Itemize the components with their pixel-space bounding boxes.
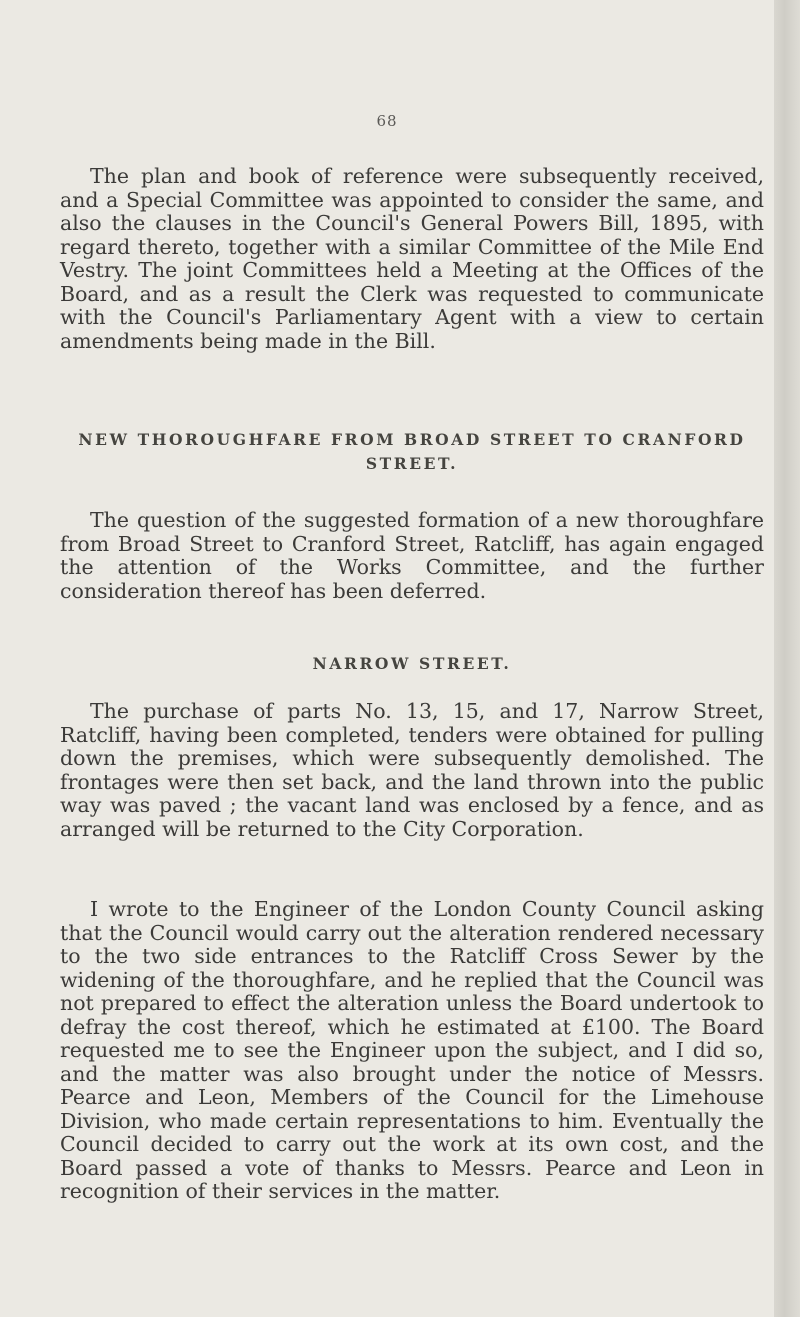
engineer-paragraph: I wrote to the Engineer of the London County Council asking that the Council would carry out the alteration rendered necessary to the two side entrances to the Ratcliff Cross Sewer by the widening of the thoroughfare, and he replied that the Council was not prepared to effect the alteration unless the Board undertook to defray the cost thereof, which he estimated at £100. The Board requested me to see the Engineer upon the subject, and I did so, and the matter was also brought under the notice of Messrs. Pearce and Leon, Members of the Council for the Limehouse Division, who made certain representations to him. Eventually the Council decided to carry out the work at its own cost, and the Board passed a vote of thanks to Messrs. Pearce and Leon in recognition of their services in the matter. <box>60 897 764 1203</box>
narrow-street-heading: NARROW STREET. <box>312 654 512 673</box>
page-number: 68 <box>376 112 398 130</box>
thoroughfare-paragraph: The question of the suggested formation of a new thoroughfare from Broad Street to Cranford Street, Ratcliff, has again engaged the attention of the Works Committee, and the further consideration thereof has been deferred. <box>60 508 764 603</box>
page-edge-shadow <box>774 0 800 1317</box>
intro-paragraph: The plan and book of reference were subsequently received, and a Special Committee was appointed to consider the same, and also the clauses in the Council's General Powers Bill, 1895, with regard thereto, together with a similar Committee of the Mile End Vestry. The joint Committees held a Meeting at the Offices of the Board, and as a result the Clerk was requested to communicate with the Council's Parliamentary Agent with a view to certain amendments being made in the Bill. <box>60 164 764 353</box>
thoroughfare-heading: NEW THOROUGHFARE FROM BROAD STREET TO CRANFORD STREET. <box>78 430 746 473</box>
narrow-street-paragraph: The purchase of parts No. 13, 15, and 17, Narrow Street, Ratcliff, having been completed, tenders were obtained for pulling down the premises, which were subsequently demolished. The frontages were then set back, and the land thrown into the public way was paved ; the vacant land was enclosed by a fence, and as arranged will be returned to the City Corporation. <box>60 699 764 841</box>
